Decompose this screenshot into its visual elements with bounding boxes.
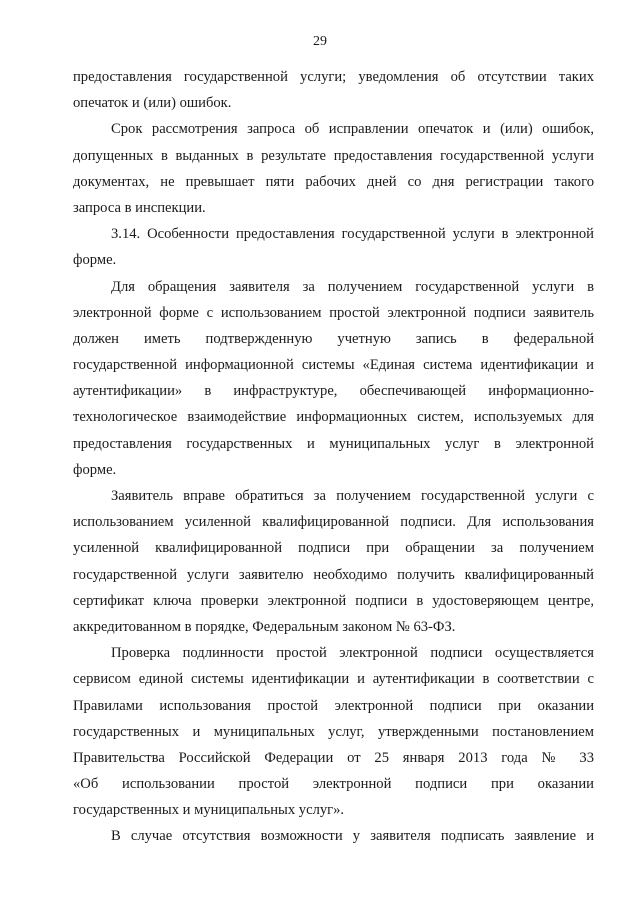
text-line: Проверка подлинности простой электронной подписи осуществляется — [111, 645, 594, 662]
document-body — [73, 64, 594, 850]
text-line: усиленной квалифицированной подписи при обращении за получением — [73, 540, 594, 557]
text-line: форме. — [73, 252, 117, 269]
text-line: документах, не превышает пяти рабочих дней со дня регистрации такого — [73, 173, 594, 190]
text-line: Заявитель вправе обратиться за получением государственной услуги с — [111, 488, 594, 504]
text-line: 3.14. Особенности предоставления государственной услуги в электронной — [111, 226, 594, 243]
text-line: форме. — [73, 461, 117, 478]
paragraph-1 — [73, 64, 594, 116]
text-line: аккредитованном в порядке, Федеральным законом № 63-ФЗ. — [73, 618, 456, 635]
paragraph-2 — [73, 116, 594, 221]
text-line: предоставления государственных и муниципальных услуг в электронной — [73, 435, 594, 452]
text-line: использованием усиленной квалифицированной подписи. Для использования — [73, 514, 594, 531]
text-line: государственной услуги заявителю необходимо получить квалифицированный — [73, 566, 594, 583]
text-line: Срок рассмотрения запроса об исправлении опечаток и (или) ошибок, — [111, 121, 594, 138]
paragraph-4 — [73, 274, 594, 484]
text-line: должен иметь подтвержденную учетную запись в федеральной — [73, 330, 594, 347]
text-line: государственных и муниципальных услуг». — [73, 802, 345, 819]
page-number: 29 — [313, 34, 327, 49]
paragraph-7 — [73, 823, 594, 849]
paragraph-6 — [73, 640, 594, 823]
text-line: аутентификации» в инфраструктуре, обеспечивающей информационно- — [73, 383, 594, 400]
paragraph-5 — [73, 483, 594, 640]
text-line: электронной форме с использованием простой электронной подписи заявитель — [73, 304, 594, 321]
text-line: запроса в инспекции. — [73, 199, 206, 216]
text-line: государственной информационной системы «Единая система идентификации и — [73, 357, 594, 374]
text-line: В случае отсутствия возможности у заявителя подписать заявление и — [111, 828, 594, 845]
text-line: технологическое взаимодействие информационных систем, используемых для — [73, 409, 594, 426]
text-line: государственных и муниципальных услуг, утвержденными постановлением — [73, 723, 594, 740]
text-line: сертификат ключа проверки электронной подписи в удостоверяющем центре, — [73, 592, 594, 609]
text-line: Правительства Российской Федерации от 25 января 2013 года № 33 — [73, 749, 594, 766]
text-line: «Об использовании простой электронной подписи при оказании — [73, 776, 594, 793]
text-line: Правилами использования простой электронной подписи при оказании — [73, 697, 594, 714]
text-line: Для обращения заявителя за получением государственной услуги в — [111, 278, 594, 295]
text-line: допущенных в выданных в результате предоставления государственной услуги — [73, 147, 594, 164]
text-line: опечаток и (или) ошибок. — [73, 95, 232, 112]
text-line: предоставления государственной услуги; уведомления об отсутствии таких — [73, 69, 594, 85]
text-line: сервисом единой системы идентификации и аутентификации в соответствии с — [73, 671, 594, 688]
section-heading-3-14 — [73, 221, 594, 273]
